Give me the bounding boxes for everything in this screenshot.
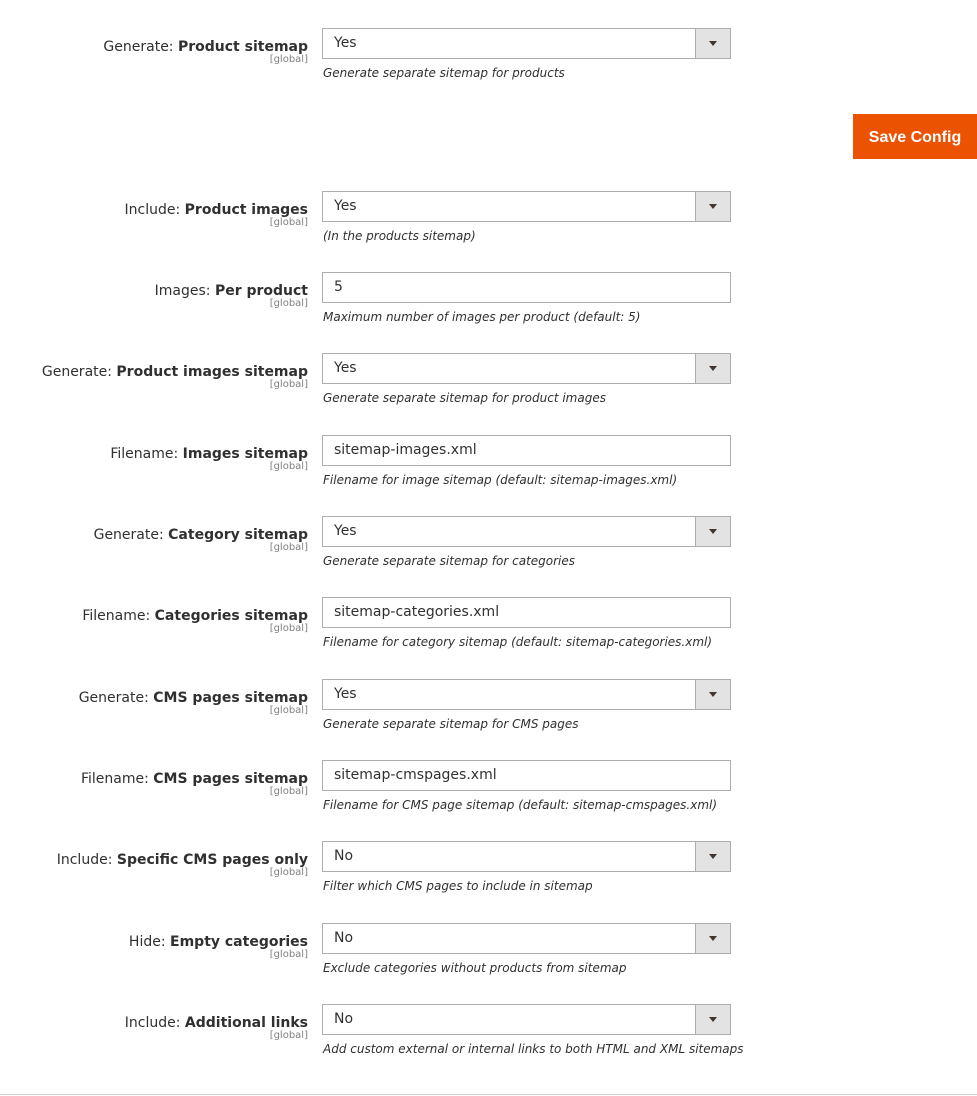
input-value: sitemap-categories.xml — [334, 604, 500, 620]
field-label-name: Category sitemap — [168, 527, 308, 543]
field-scope: [global] — [269, 949, 308, 960]
select-value: No — [334, 848, 354, 864]
select-toggle[interactable] — [695, 29, 730, 58]
field-note: Maximum number of images per product (default: 5) — [323, 310, 641, 324]
field-label-name: Product images sitemap — [116, 364, 308, 380]
config-row — [0, 605, 977, 675]
field-label-prefix: Hide: — [128, 934, 171, 950]
field-label — [155, 280, 308, 309]
field-label — [125, 199, 308, 228]
field-label-prefix: Filename: — [80, 771, 154, 787]
field-label — [57, 849, 308, 878]
select-value: Yes — [334, 686, 357, 702]
field-select[interactable] — [322, 28, 731, 59]
field-label-name: Images sitemap — [182, 446, 308, 462]
field-label — [103, 36, 308, 65]
field-select[interactable] — [322, 516, 731, 547]
select-toggle[interactable] — [695, 192, 730, 221]
chevron-down-icon — [709, 366, 717, 371]
config-row — [0, 1012, 977, 1082]
chevron-down-icon — [709, 936, 717, 941]
select-value: Yes — [334, 198, 357, 214]
field-scope: [global] — [269, 54, 308, 65]
config-row — [0, 280, 977, 350]
field-label — [42, 361, 308, 390]
field-scope: [global] — [269, 379, 308, 390]
field-select[interactable] — [322, 679, 731, 710]
field-note: Generate separate sitemap for categories — [323, 554, 576, 568]
config-row — [0, 524, 977, 594]
field-label-name: Specific CMS pages only — [116, 852, 308, 868]
chevron-down-icon — [709, 41, 717, 46]
field-scope: [global] — [269, 298, 308, 309]
field-label — [79, 687, 308, 716]
select-toggle[interactable] — [695, 1005, 730, 1034]
field-label-prefix: Filename: — [110, 446, 183, 462]
field-label-prefix: Generate: — [78, 690, 154, 706]
select-value: Yes — [334, 523, 357, 539]
field-scope: [global] — [269, 786, 308, 797]
field-input[interactable] — [322, 435, 731, 466]
field-note: Generate separate sitemap for products — [323, 66, 565, 80]
field-label-name: Product images — [184, 202, 308, 218]
field-label-prefix: Generate: — [41, 364, 117, 380]
field-label — [129, 931, 308, 960]
config-row — [0, 931, 977, 1001]
config-row — [0, 768, 977, 838]
field-label — [94, 524, 308, 553]
field-scope: [global] — [269, 461, 308, 472]
config-row — [0, 849, 977, 919]
field-note: Filename for image sitemap (default: sitemap-images.xml) — [323, 473, 678, 487]
select-value: Yes — [334, 35, 357, 51]
config-row — [0, 361, 977, 431]
field-select[interactable] — [322, 1004, 731, 1035]
field-note: (In the products sitemap) — [323, 229, 476, 243]
field-scope: [global] — [269, 542, 308, 553]
field-label-prefix: Generate: — [103, 39, 178, 55]
select-value: No — [334, 1011, 354, 1027]
field-label-prefix: Include: — [124, 202, 185, 218]
field-note: Exclude categories without products from sitemap — [323, 961, 627, 975]
field-note: Filename for CMS page sitemap (default: sitemap-cmspages.xml) — [323, 798, 718, 812]
chevron-down-icon — [709, 1017, 717, 1022]
field-note: Generate separate sitemap for CMS pages — [323, 717, 579, 731]
field-label — [125, 1012, 308, 1041]
input-value: sitemap-cmspages.xml — [334, 767, 497, 783]
select-toggle[interactable] — [695, 842, 730, 871]
field-label-name: Product sitemap — [177, 39, 308, 55]
field-label-name: Categories sitemap — [154, 608, 308, 624]
field-note: Generate separate sitemap for product images — [323, 391, 606, 405]
field-note: Filename for category sitemap (default: sitemap-categories.xml) — [323, 635, 713, 649]
field-label-name: Empty categories — [170, 934, 308, 950]
field-label-prefix: Include: — [124, 1015, 185, 1031]
field-note: Filter which CMS pages to include in sitemap — [323, 879, 593, 893]
select-toggle[interactable] — [695, 517, 730, 546]
field-input[interactable] — [322, 597, 731, 628]
input-value: 5 — [334, 279, 343, 295]
chevron-down-icon — [709, 692, 717, 697]
field-select[interactable] — [322, 191, 731, 222]
field-label — [82, 605, 308, 634]
chevron-down-icon — [709, 854, 717, 859]
config-row — [0, 443, 977, 513]
select-toggle[interactable] — [695, 924, 730, 953]
field-scope: [global] — [269, 217, 308, 228]
select-toggle[interactable] — [695, 680, 730, 709]
field-label-name: CMS pages sitemap — [153, 690, 308, 706]
save-config-button[interactable]: Save Config — [853, 114, 977, 159]
field-scope: [global] — [269, 705, 308, 716]
field-select[interactable] — [322, 841, 731, 872]
field-label-name: CMS pages sitemap — [153, 771, 308, 787]
chevron-down-icon — [709, 529, 717, 534]
field-select[interactable] — [322, 353, 731, 384]
field-input[interactable] — [322, 760, 731, 791]
config-row — [0, 687, 977, 757]
input-value: sitemap-images.xml — [334, 442, 477, 458]
field-label-name: Per product — [214, 283, 308, 299]
config-row — [0, 199, 977, 269]
field-label-prefix: Generate: — [93, 527, 169, 543]
field-label-prefix: Include: — [56, 852, 117, 868]
select-value: Yes — [334, 360, 357, 376]
field-note: Add custom external or internal links to both HTML and XML sitemaps — [323, 1042, 744, 1056]
field-select[interactable] — [322, 923, 731, 954]
field-scope: [global] — [269, 623, 308, 634]
field-label — [110, 443, 308, 472]
field-input[interactable] — [322, 272, 731, 303]
select-toggle[interactable] — [695, 354, 730, 383]
field-label-prefix: Images: — [154, 283, 215, 299]
select-value: No — [334, 930, 354, 946]
config-row — [0, 36, 977, 106]
field-label-prefix: Filename: — [82, 608, 155, 624]
field-label — [81, 768, 308, 797]
field-scope: [global] — [269, 1030, 308, 1041]
field-scope: [global] — [269, 867, 308, 878]
field-label-name: Additional links — [184, 1015, 308, 1031]
chevron-down-icon — [709, 204, 717, 209]
section-divider — [0, 1094, 977, 1095]
